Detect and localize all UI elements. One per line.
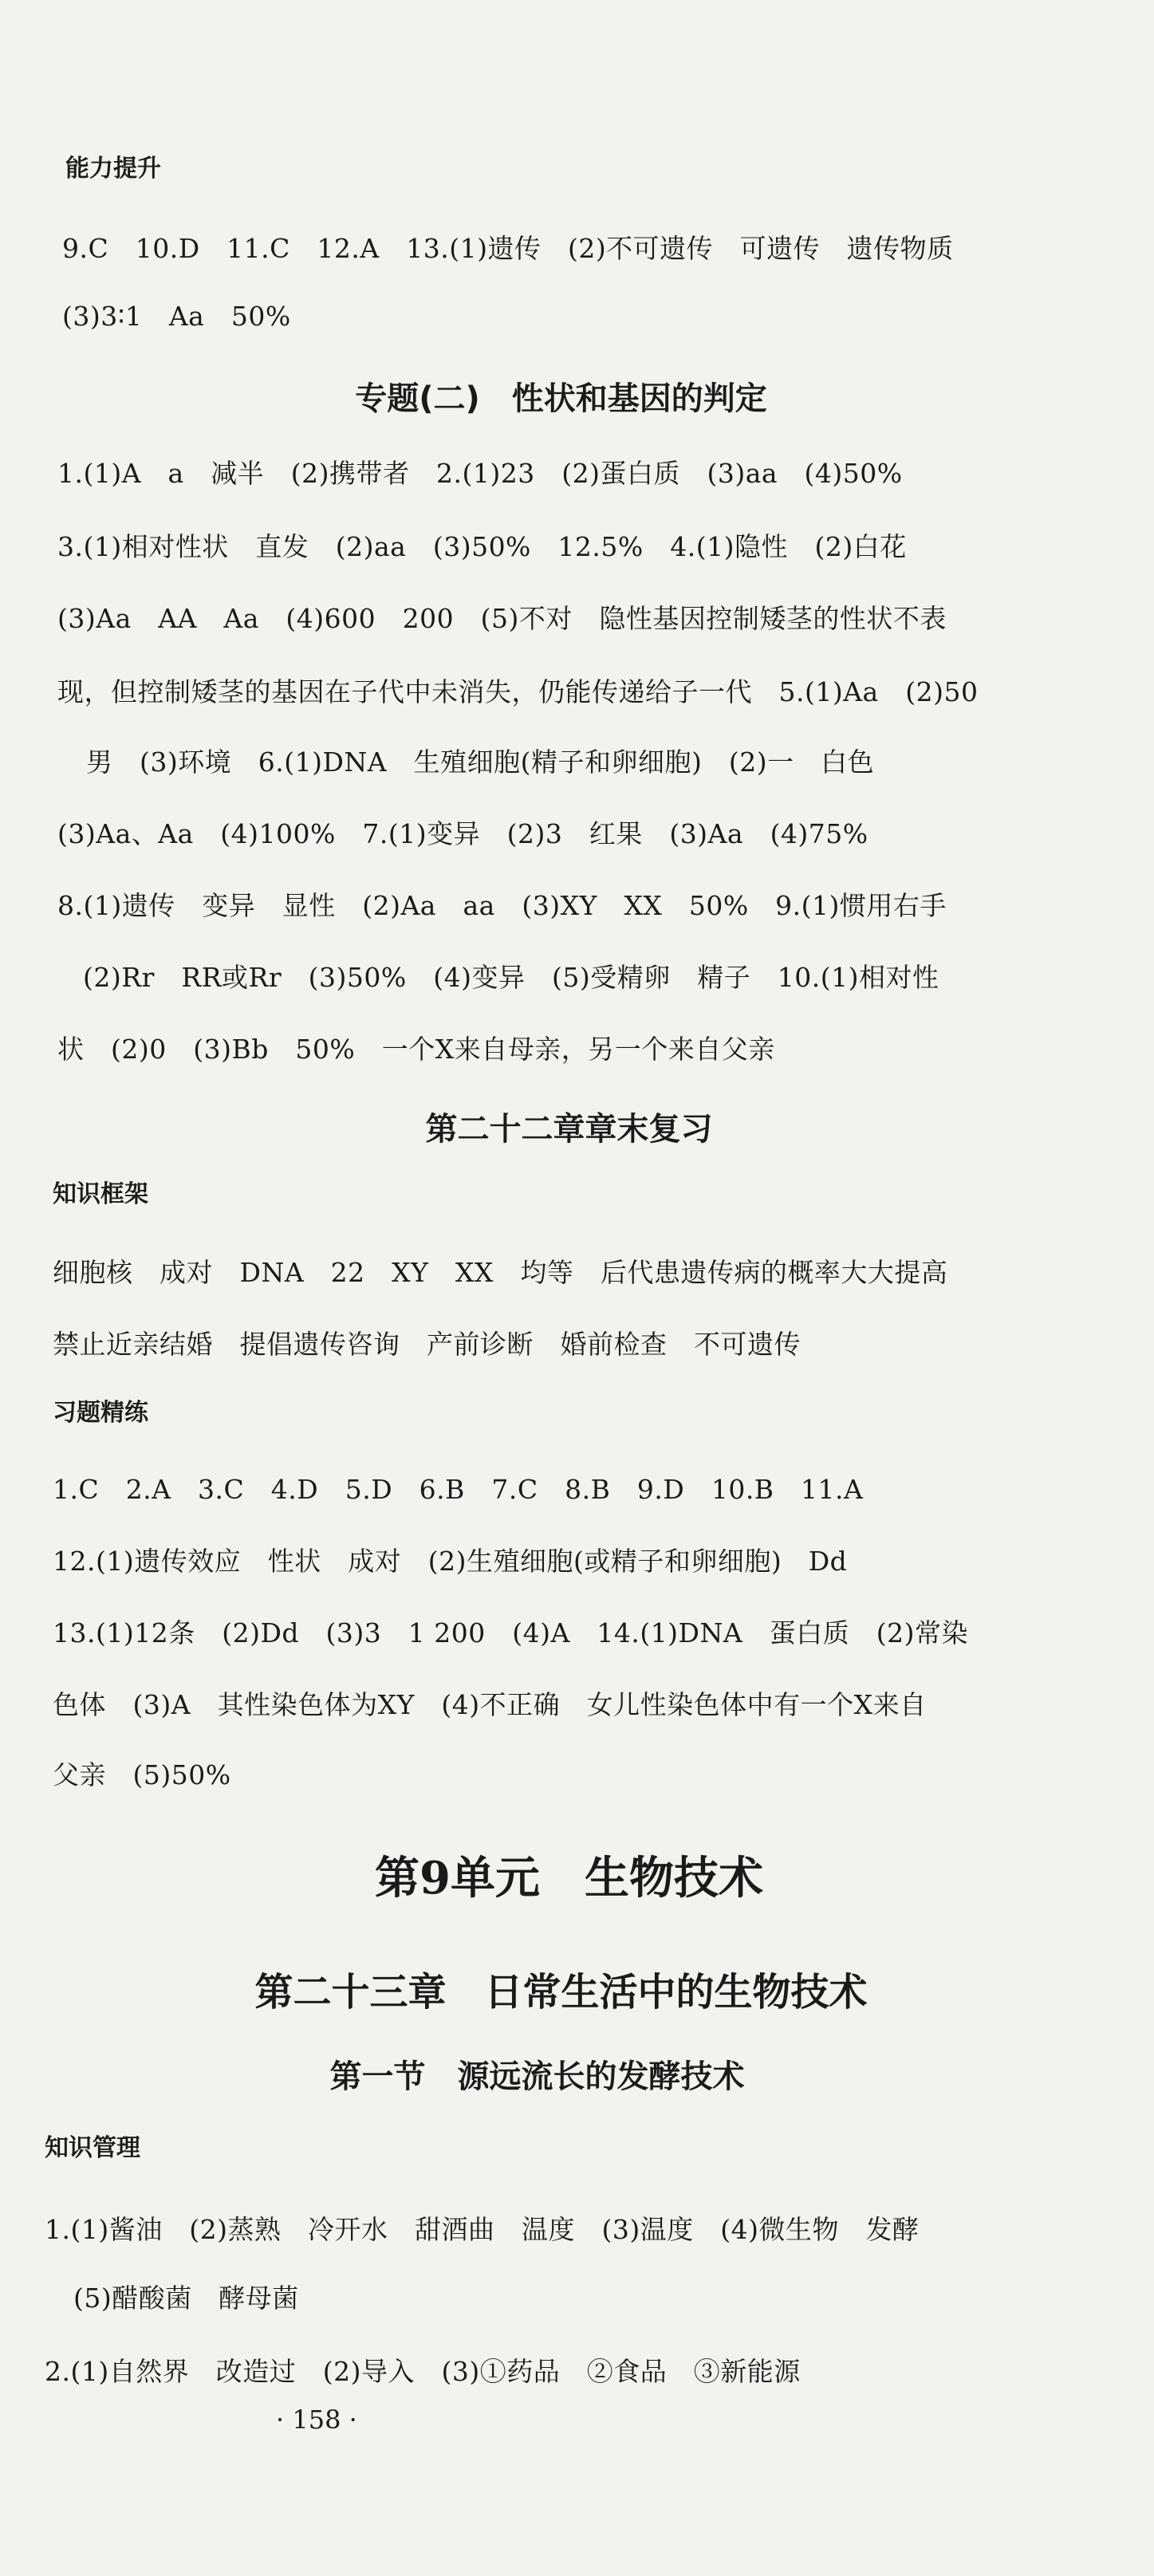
chapter22-review-title: 第二十二章章末复习 — [425, 1111, 713, 1148]
answer-line: 状 (2)0 (3)Bb 50% 一个X来自母亲，另一个来自父亲 — [57, 1034, 775, 1065]
answer-line: 男 (3)环境 6.(1)DNA 生殖细胞(精子和卵细胞) (2)一 白色 — [86, 746, 875, 778]
answer-line: (3)3∶1 Aa 50% — [62, 301, 291, 332]
answer-line: 父亲 (5)50% — [53, 1759, 231, 1790]
answer-line: (5)醋酸菌 酵母菌 — [73, 2283, 299, 2314]
section-heading-nengli: 能力提升 — [65, 155, 161, 183]
answer-line: 3.(1)相对性状 直发 (2)aa (3)50% 12.5% 4.(1)隐性 (2)白花 — [57, 531, 907, 562]
section1-title: 第一节 源远流长的发酵技术 — [329, 2058, 745, 2095]
answer-line: 禁止近亲结婚 提倡遗传咨询 产前诊断 婚前检查 不可遗传 — [53, 1329, 801, 1360]
section-heading-knowledge: 知识管理 — [45, 2134, 140, 2162]
section-heading-practice: 习题精练 — [53, 1399, 148, 1427]
chapter23-title: 第二十三章 日常生活中的生物技术 — [254, 1970, 868, 2015]
answer-line: (3)Aa AA Aa (4)600 200 (5)不对 隐性基因控制矮茎的性状不表 — [57, 603, 947, 634]
topic-title: 专题(二) 性状和基因的判定 — [355, 380, 767, 417]
answer-line: 1.C 2.A 3.C 4.D 5.D 6.B 7.C 8.B 9.D 10.B 11.A — [53, 1474, 864, 1505]
answer-line: 9.C 10.D 11.C 12.A 13.(1)遗传 (2)不可遗传 可遗传 遗传物质 — [62, 233, 954, 264]
page-number: · 158 · — [276, 2405, 357, 2435]
answer-line: 色体 (3)A 其性染色体为XY (4)不正确 女儿性染色体中有一个X来自 — [53, 1689, 927, 1720]
unit-title: 第9单元 生物技术 — [375, 1852, 763, 1904]
answer-line: 13.(1)12条 (2)Dd (3)3 1 200 (4)A 14.(1)DNA 蛋白质 (2)常染 — [53, 1617, 968, 1648]
answer-line: 12.(1)遗传效应 性状 成对 (2)生殖细胞(或精子和卵细胞) Dd — [53, 1546, 848, 1577]
answer-line: 现，但控制矮茎的基因在子代中未消失，仍能传递给子一代 5.(1)Aa (2)50 — [57, 676, 979, 707]
answer-line: (3)Aa、Aa (4)100% 7.(1)变异 (2)3 红果 (3)Aa (4)75% — [57, 818, 868, 849]
answer-line: 细胞核 成对 DNA 22 XY XX 均等 后代患遗传病的概率大大提高 — [53, 1257, 948, 1288]
section-heading-framework: 知识框架 — [53, 1180, 148, 1208]
answer-line: 2.(1)自然界 改造过 (2)导入 (3)①药品 ②食品 ③新能源 — [45, 2356, 801, 2387]
answer-line: 1.(1)A a 减半 (2)携带者 2.(1)23 (2)蛋白质 (3)aa (4)50% — [57, 458, 903, 489]
answer-line: 8.(1)遗传 变异 显性 (2)Aa aa (3)XY XX 50% 9.(1)惯用右手 — [57, 890, 947, 921]
answer-line: 1.(1)酱油 (2)蒸熟 冷开水 甜酒曲 温度 (3)温度 (4)微生物 发酵 — [45, 2214, 920, 2245]
answer-line: (2)Rr RR或Rr (3)50% (4)变异 (5)受精卵 精子 10.(1)相对性 — [83, 962, 939, 993]
